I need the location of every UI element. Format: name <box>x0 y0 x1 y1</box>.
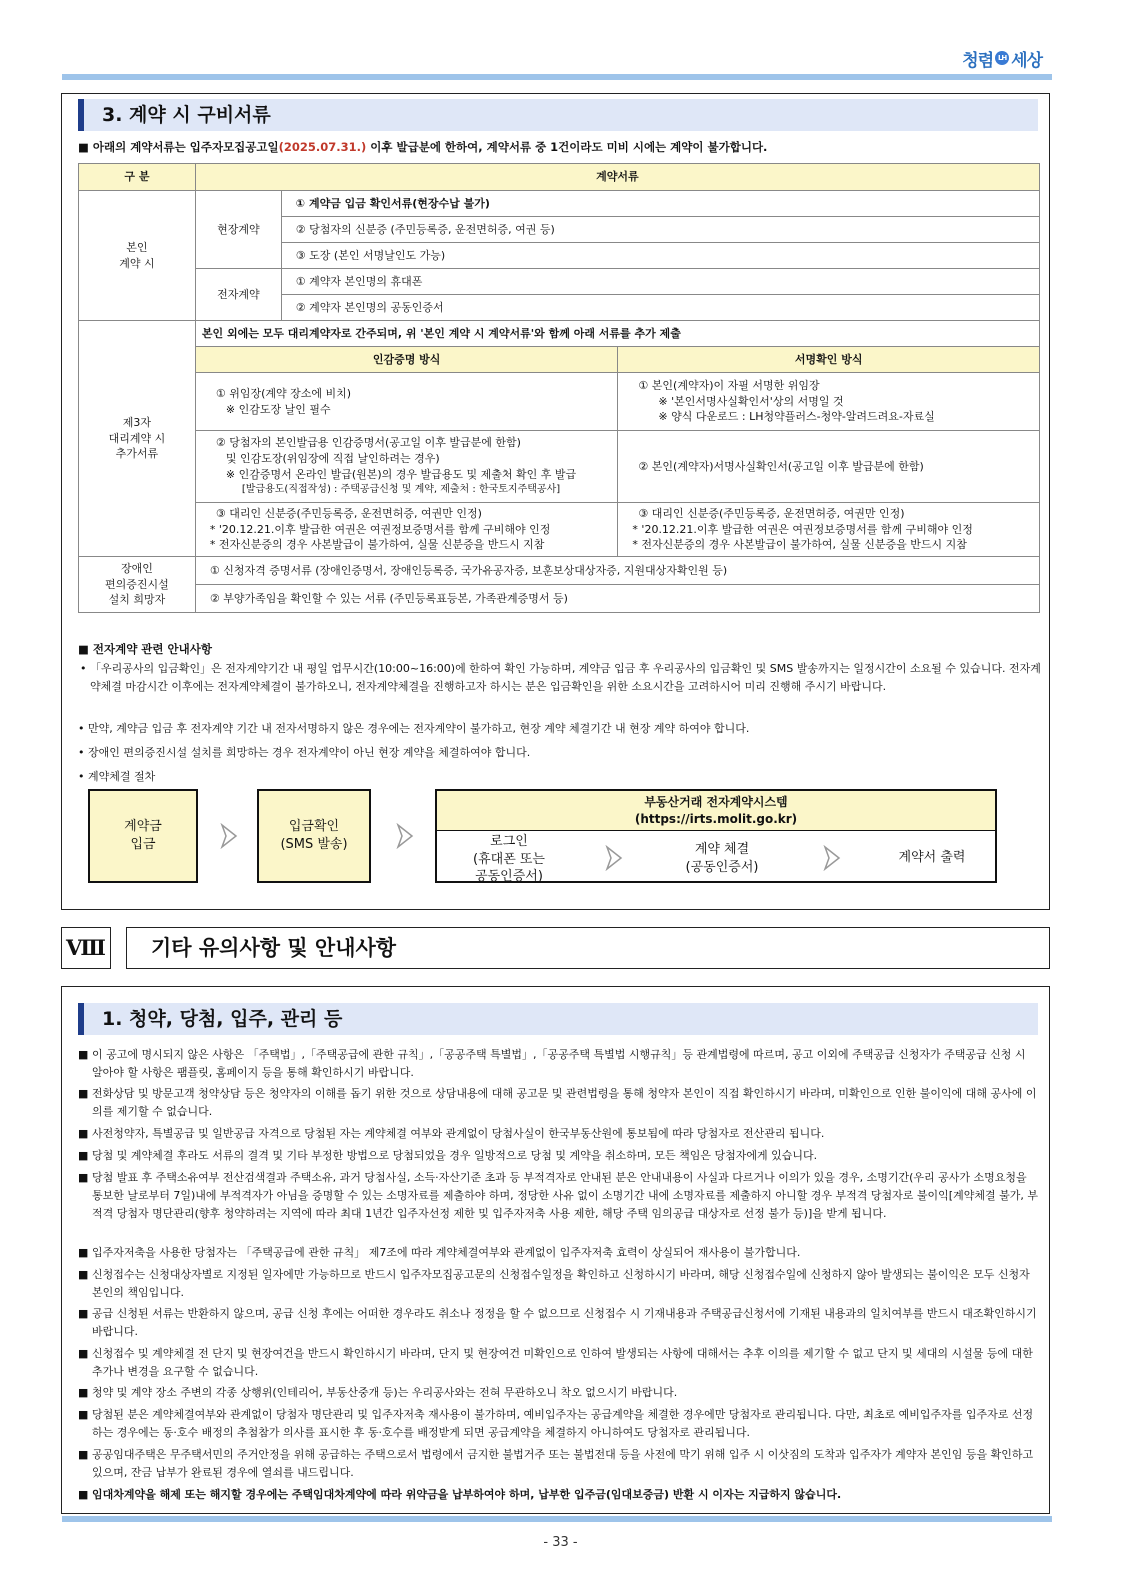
document-notice: ■ 아래의 계약서류는 입주자모집공고일(2025.07.31.) 이후 발급분에 한하여, 계약서류 중 1건이라도 미비 시에는 계약이 불가합니다. <box>78 140 768 154</box>
table-cell: ② 당첨자의 본인발급용 인감증명서(공고일 이후 발급분에 한함) 및 인감도장(위임장에 직접 날인하려는 경우) ※ 인감증명서 온라인 발급(원본)의 경우 발급용도 및 제출처 확인 후 발급 [발급용도(직접작성) : 주택공급신청 및 계약, 제출처 : 한국토지주택공사] <box>195 431 618 503</box>
third-party-notice: 본인 외에는 모두 대리계약자로 간주되며, 위 '본인 계약 시 계약서류'와 함께 아래 서류를 추가 제출 <box>195 321 1039 347</box>
row-label-onsite: 현장계약 <box>195 191 281 269</box>
list-item: ■ 이 공고에 명시되지 않은 사항은 「주택법」,「주택공급에 관한 규칙」,「공공주택 특별법」,「공공주택 특별법 시행규칙」등 관계법령에 따르며, 공고 이외에 주택공급 신청자가 주택공급 신청 시 알아야 할 사항은 팸플릿, 홈페이지 등을 통해 확인하시기 바랍니다. <box>78 1046 1038 1082</box>
table-cell: ① 계약금 입금 확인서류(현장수납 불가) <box>281 191 1039 217</box>
arrow-right-icon <box>605 845 623 871</box>
e-contract-title: ■ 전자계약 관련 안내사항 <box>78 642 212 656</box>
table-cell: ① 계약자 본인명의 휴대폰 <box>281 269 1039 295</box>
list-item: ■ 신청접수는 신청대상자별로 지정된 일자에만 가능하므로 반드시 입주자모집공고문의 신청접수일정을 확인하고 신청하시기 바라며, 해당 신청접수일에 신청하지 않아 발생되는 불이익은 모두 신청자 본인의 책임입니다. <box>78 1266 1038 1302</box>
table-cell: ① 본인(계약자)이 자필 서명한 위임장 ※ '본인서명사실확인서'상의 서명일 것 ※ 양식 다운로드 : LH청약플러스-청약-알려드려요-자료실 <box>618 373 1040 431</box>
table-cell: ③ 대리인 신분증(주민등록증, 운전면허증, 여권만 인정) * '20.12.21.이후 발급한 여권은 여권정보증명서를 함께 구비해야 인정 * 전자신분증의 경우 사본발급이 불가하여, 실물 신분증을 반드시 지참 <box>195 503 618 557</box>
list-item: ■ 입주자저축을 사용한 당첨자는 「주택공급에 관한 규칙」 제7조에 따라 계약체결여부와 관계없이 입주자저축 효력이 상실되어 재사용이 불가합니다. <box>78 1244 1038 1262</box>
row-label-third-party: 제3자 대리계약 시 추가서류 <box>79 321 196 557</box>
list-item: ■ 당첨 및 계약체결 후라도 서류의 결격 및 기타 부정한 방법으로 당첨되었을 경우 일방적으로 당첨 및 계약을 취소하며, 모든 책임은 당첨자에게 있습니다. <box>78 1147 1038 1165</box>
contract-documents-table <box>78 163 1040 613</box>
section-title: 3. 계약 시 구비서류 <box>78 99 1038 131</box>
table-cell: ② 당첨자의 신분증 (주민등록증, 운전면허증, 여권 등) <box>281 217 1039 243</box>
chapter-title: 기타 유의사항 및 안내사항 <box>126 927 1050 969</box>
table-cell: ② 계약자 본인명의 공동인증서 <box>281 295 1039 321</box>
system-url: (https://irts.molit.go.kr) <box>634 811 798 826</box>
e-contract-bullet: • 만약, 계약금 입금 후 전자계약 기간 내 전자서명하지 않은 경우에는 전자계약이 불가하고, 현장 계약 체결기간 내 현장 계약 하여야 합니다. <box>78 722 750 735</box>
flow-step-login: 로그인 (휴대폰 또는 공동인증서) <box>473 834 545 885</box>
top-divider <box>62 74 1052 80</box>
table-cell: ② 본인(계약자)서명사실확인서(공고일 이후 발급분에 한함) <box>618 431 1040 503</box>
e-contract-bullet: • 계약체결 절차 <box>78 770 156 783</box>
arrow-right-icon <box>823 845 841 871</box>
arrow-right-icon <box>396 823 414 849</box>
list-item: ■ 공급 신청된 서류는 반환하지 않으며, 공급 신청 후에는 어떠한 경우라도 취소나 정정을 할 수 없으므로 신청접수 시 기재내용과 주택공급신청서에 기재된 내용과의 일치여부를 반드시 대조확인하시기 바랍니다. <box>78 1305 1038 1341</box>
sign-method-header: 서명확인 방식 <box>618 347 1040 373</box>
list-item: ■ 임대차계약을 해제 또는 해지할 경우에는 주택임대차계약에 따라 위약금을 납부하여야 하며, 납부한 입주금(임대보증금) 반환 시 이자는 지급하지 않습니다. <box>78 1486 1038 1504</box>
flow-step-confirm: 입금확인 (SMS 발송) <box>257 789 371 883</box>
list-item: ■ 사전청약자, 특별공급 및 일반공급 자격으로 당첨된 자는 계약체결 여부와 관계없이 당첨사실이 한국부동산원에 통보됨에 따라 당첨자로 전산관리 됩니다. <box>78 1125 1038 1143</box>
list-item: ■ 공공임대주택은 무주택서민의 주거안정을 위해 공급하는 주택으로서 법령에서 금지한 불법거주 또는 불법전대 등을 사전에 막기 위해 입주 시 이삿짐의 도착과 입주자가 계약자 본인임 등을 확인하고 있으며, 잔금 납부가 완료된 경우에 열쇠를 내드립니다. <box>78 1446 1038 1482</box>
row-label-self: 본인 계약 시 <box>79 191 196 321</box>
flow-step-sign: 계약 체결 (공동인증서) <box>685 842 759 875</box>
list-item: ■ 당첨 발표 후 주택소유여부 전산검색결과 주택소유, 과거 당첨사실, 소득·자산기준 초과 등 부적격자로 안내된 분은 안내내용이 사실과 다르거나 이의가 있을 경우, 소명기간(우리 공사가 소명요청을 통보한 날로부터 7일)내에 부적격자가 아님을 증명할 수 있는 소명자료를 제출하야 하며, 정당한 사유 없이 소명기간 내에 소명자료를 제출하지 아니할 경우 부적격 당첨자로 불이익[계약체결 불가, 부적격 당첨자 명단관리(향후 청약하려는 지역에 따라 최대 1년간 입주자선정 제한 및 입주자저축 사용 제한, 해당 주택 임의공급 대상자로 선정 불가 등)]을 받게 됩니다. <box>78 1169 1038 1222</box>
chapter-number: Ⅷ <box>61 927 111 969</box>
table-cell: ① 위임장(계약 장소에 비치) ※ 인감도장 날인 필수 <box>195 373 618 431</box>
table-cell: ① 신청자격 증명서류 (장애인증명서, 장애인등록증, 국가유공자증, 보훈보상대상자증, 지원대상자확인원 등) <box>195 557 1039 585</box>
row-label-disabled: 장애인 편의증진시설 설치 희망자 <box>79 557 196 613</box>
list-item: ■ 신청접수 및 계약체결 전 단지 및 현장여건을 반드시 확인하시기 바라며, 단지 및 현장여건 미확인으로 인하여 발생되는 사항에 대해서는 추후 이의를 제기할 수 없고 단지 및 세대의 시설물 등에 대한 추가나 변경을 요구할 수 없습니다. <box>78 1345 1038 1381</box>
list-item: ■ 청약 및 계약 장소 주변의 각종 상행위(인테리어, 부동산중개 등)는 우리공사와는 전혀 무관하오니 착오 없으시기 바랍니다. <box>78 1384 1038 1402</box>
col-header-documents: 계약서류 <box>195 164 1039 191</box>
col-header-category: 구 분 <box>79 164 196 191</box>
table-cell: ③ 대리인 신분증(주민등록증, 운전면허증, 여권만 인정) * '20.12.21.이후 발급한 여권은 여권정보증명서를 함께 구비해야 인정 * 전자신분증의 경우 사본발급이 불가하여, 실물 신분증을 반드시 지참 <box>618 503 1040 557</box>
seal-method-header: 인감증명 방식 <box>195 347 618 373</box>
e-contract-system <box>435 789 997 883</box>
e-contract-bullet: • 장애인 편의증진시설 설치를 희망하는 경우 전자계약이 아닌 현장 계약을 체결하여야 합니다. <box>78 746 531 759</box>
list-item: ■ 당첨된 분은 계약체결여부와 관계없이 당첨자 명단관리 및 입주자저축 재사용이 불가하며, 예비입주자는 공급계약을 체결한 경우에만 당첨자로 관리됩니다. 다만, 최초로 예비입주자를 입주자로 선정하는 경우에는 동·호수 배정의 추첨참가 의사를 표시한 후 동·호수를 배정받게 되면 공급계약을 체결하지 아니하여도 당첨자로 관리됩니다. <box>78 1406 1038 1442</box>
flow-step-deposit: 계약금 입금 <box>88 789 198 883</box>
e-contract-bullet: • 「우리공사의 입금확인」은 전자계약기간 내 평일 업무시간(10:00~16:00)에 한하여 확인 가능하며, 계약금 입금 후 우리공사의 입금확인 및 SMS 발송까지는 일정시간이 소요될 수 있습니다. 전자계약체결 마감시간 이후에는 전자계약체결이 불가하오니, 전자계약체결을 진행하고자 하시는 분은 입금확인을 위한 소요시간을 고려하시어 미리 진행해 주시기 바랍니다. <box>80 662 1041 693</box>
system-title: 부동산거래 전자계약시스템 <box>644 795 788 809</box>
bottom-divider <box>62 1516 1052 1522</box>
table-cell: ② 부양가족임을 확인할 수 있는 서류 (주민등록표등본, 가족관계증명서 등) <box>195 585 1039 613</box>
page-number: - 33 - <box>543 1535 578 1550</box>
list-item: ■ 전화상담 및 방문고객 청약상담 등은 청약자의 이해를 돕기 위한 것으로 상담내용에 대해 공고문 및 관련법령을 통해 청약자 본인이 직접 확인하시기 바라며, 미확인으로 인한 불이익에 대해 공사에 이의를 제기할 수 없습니다. <box>78 1085 1038 1121</box>
integrity-logo: 청렴 LH 세상 <box>962 50 1042 71</box>
arrow-right-icon <box>220 823 238 849</box>
flow-step-print: 계약서 출력 <box>898 850 966 865</box>
table-cell: ③ 도장 (본인 서명날인도 가능) <box>281 243 1039 269</box>
section-title: 1. 청약, 당첨, 입주, 관리 등 <box>78 1003 1038 1035</box>
row-label-electronic: 전자계약 <box>195 269 281 321</box>
